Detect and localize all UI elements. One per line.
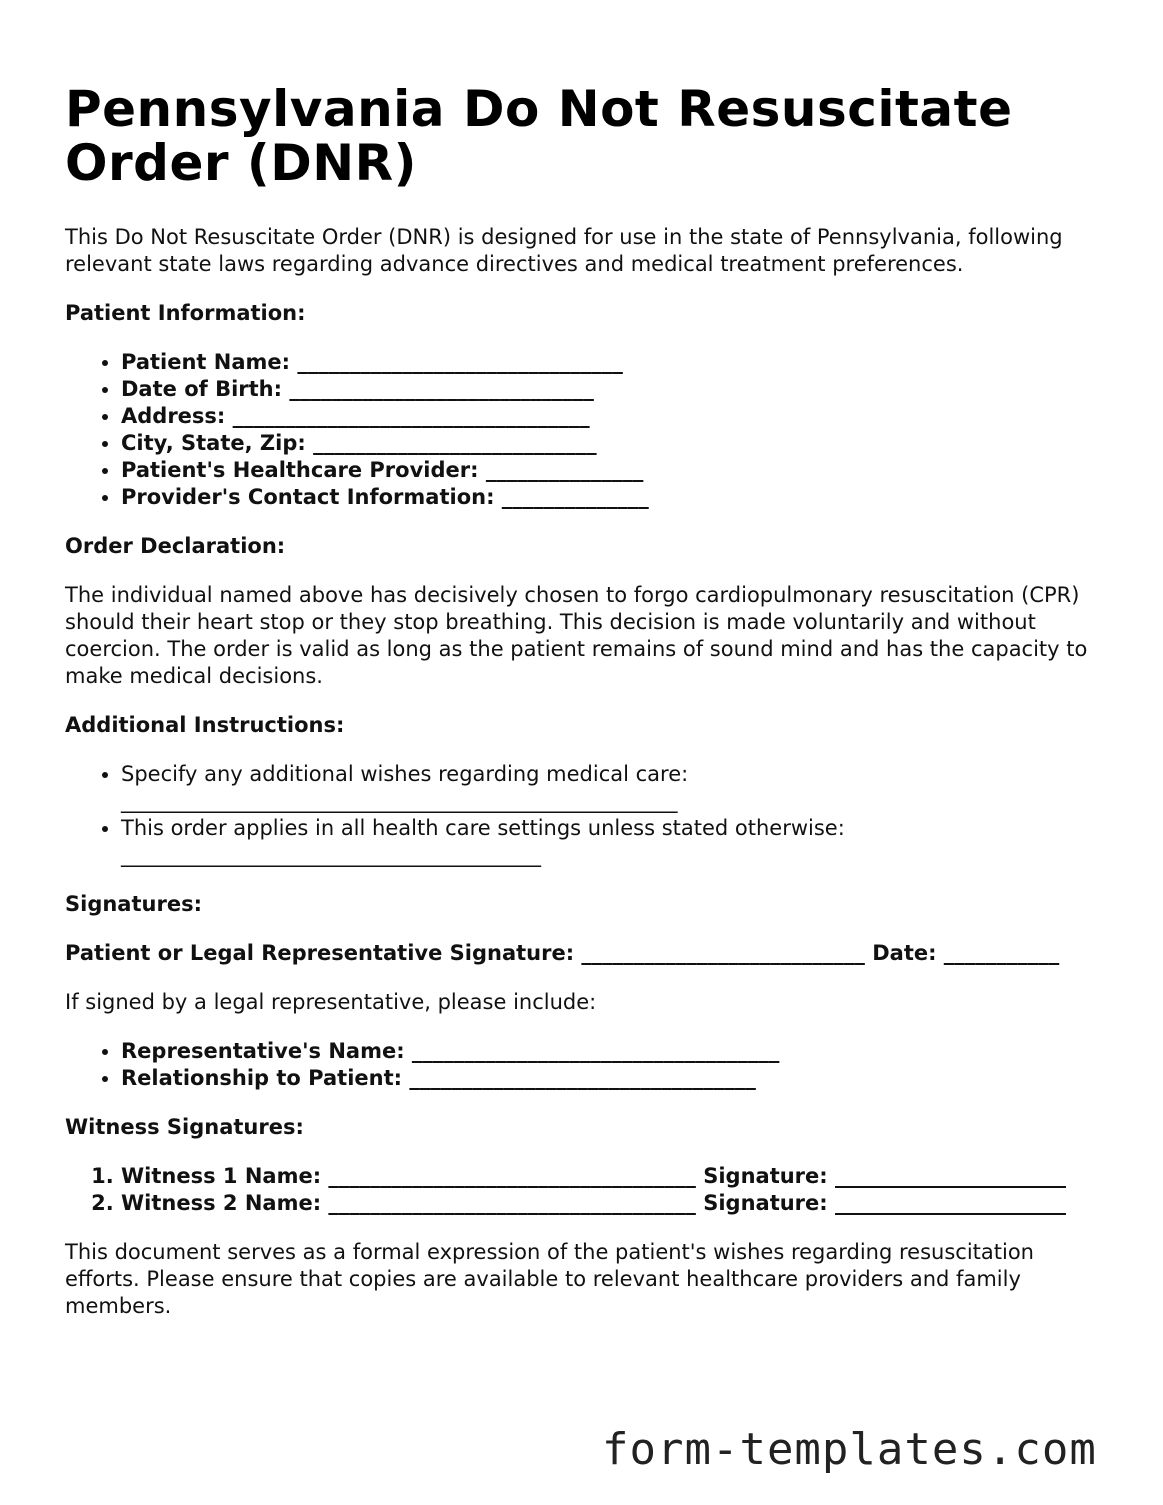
additional-wishes-field[interactable]: • Specify any additional wishes regarding medical care: _____________________________________________________ [121,761,1105,815]
document-page [65,82,1105,1320]
relationship-field[interactable]: • Relationship to Patient: _________________________________ [121,1065,1105,1092]
representative-name-field[interactable]: • Representative's Name: ___________________________________ [121,1038,1105,1065]
representative-list [65,1038,1105,1092]
date-of-birth-field[interactable]: • Date of Birth: _____________________________ [121,376,1105,403]
city-state-zip-field[interactable]: • City, State, Zip: ___________________________ [121,430,1105,457]
page-title: Pennsylvania Do Not Resuscitate Order (DNR) [65,80,1013,192]
care-settings-field[interactable]: • This order applies in all health care settings unless stated otherwise: ________________________________________ [121,815,1105,869]
representative-note: If signed by a legal representative, please include: [65,990,597,1014]
patient-name-field[interactable]: • Patient Name: _______________________________ [121,349,1105,376]
patient-signature-field[interactable]: Patient or Legal Representative Signature: ___________________________ Date: ___________ [65,941,1060,965]
healthcare-provider-field[interactable]: • Patient's Healthcare Provider: _______________ [121,457,1105,484]
closing-paragraph: This document serves as a formal expression of the patient's wishes regarding resuscitation efforts. Please ensure that copies are available to relevant healthcare providers and family members. [65,1240,1034,1318]
watermark-logo: form-templates.com [602,1424,1097,1475]
witness-list [65,1163,1105,1217]
witness-2-field[interactable]: 2. Witness 2 Name: ___________________________________ Signature: ______________________ [121,1190,1105,1217]
order-declaration-heading: Order Declaration: [65,534,286,558]
patient-info-heading: Patient Information: [65,301,306,325]
order-declaration-text: The individual named above has decisively chosen to forgo cardiopulmonary resuscitation (CPR) should their heart stop or they stop breathing. This decision is made voluntarily and without coercion. The order is valid as long as the patient remains of sound mind and has the capacity to make medical decisions. [65,583,1088,688]
intro-paragraph: This Do Not Resuscitate Order (DNR) is designed for use in the state of Pennsylvania, following relevant state laws regarding advance directives and medical treatment preferences. [65,225,1063,276]
witness-1-field[interactable]: 1. Witness 1 Name: ___________________________________ Signature: ______________________ [121,1163,1105,1190]
additional-instructions-heading: Additional Instructions: [65,713,345,737]
signatures-heading: Signatures: [65,892,202,916]
additional-instructions-list [65,761,1105,869]
patient-info-list [65,349,1105,511]
provider-contact-field[interactable]: • Provider's Contact Information: ______________ [121,484,1105,511]
address-field[interactable]: • Address: __________________________________ [121,403,1105,430]
witness-heading: Witness Signatures: [65,1115,304,1139]
